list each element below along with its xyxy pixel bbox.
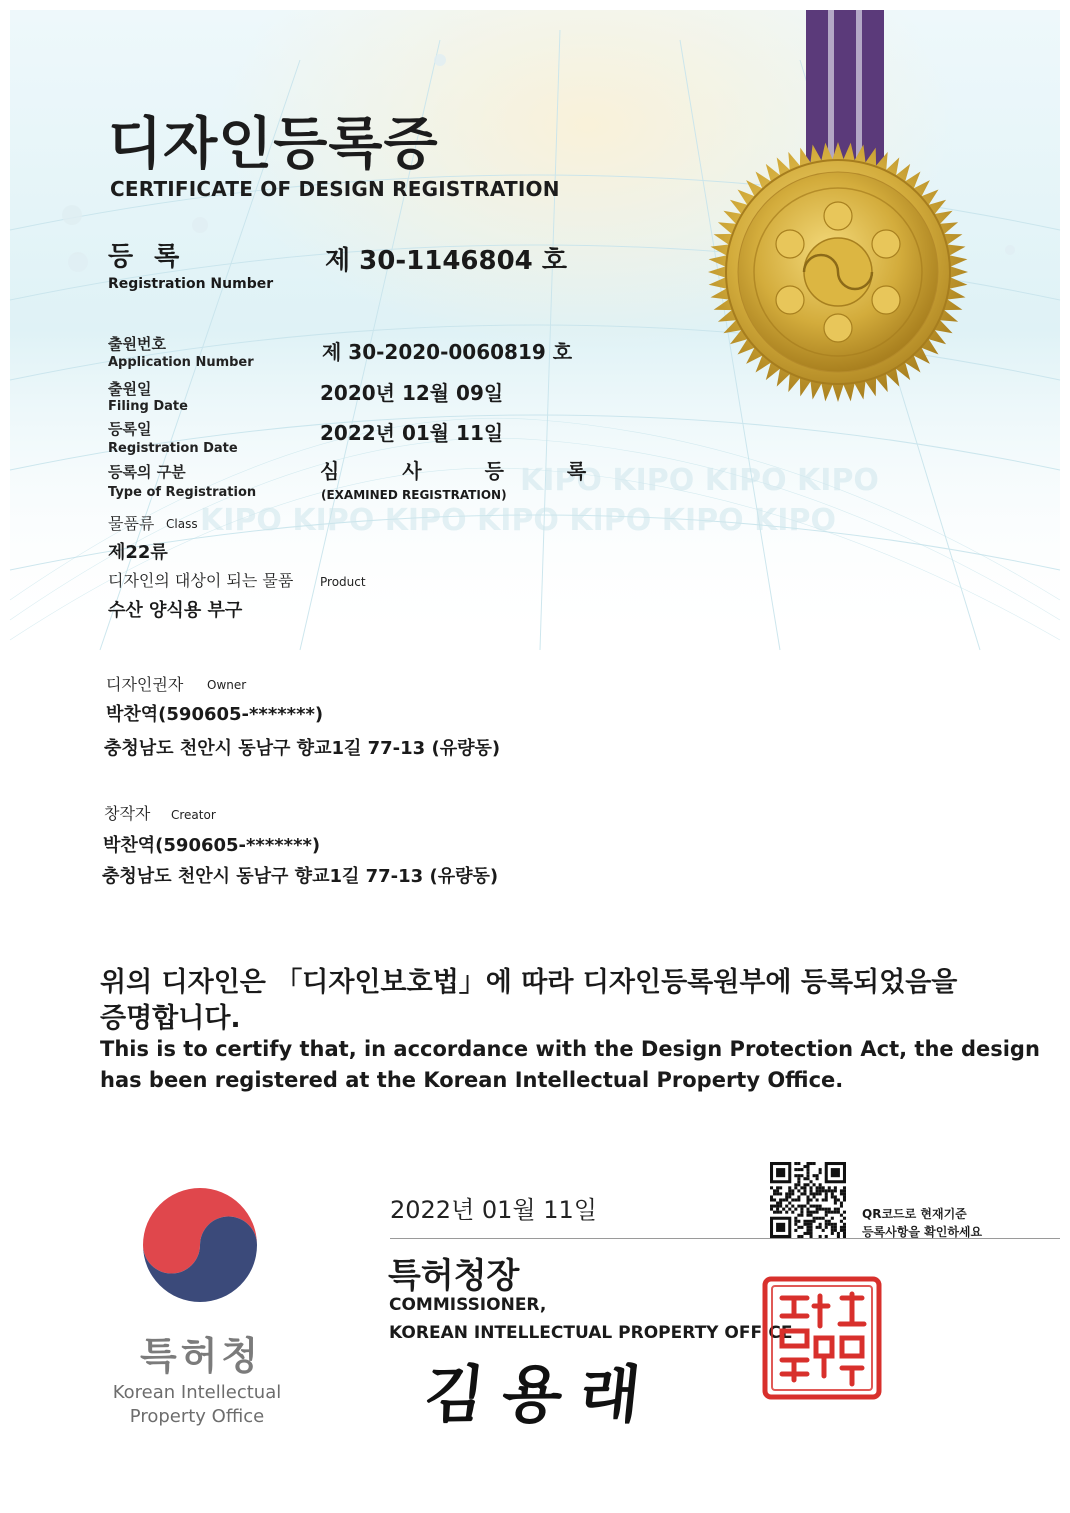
owner-label-en: Owner (207, 678, 247, 692)
product-value: 수산 양식용 부구 (108, 600, 243, 621)
kipo-name-ko: 특허청 (140, 1334, 263, 1378)
issue-date: 2022년 01월 11일 (390, 1196, 597, 1224)
registration-date: 2022년 01월 11일 (320, 421, 504, 445)
kipo-name-en-line1: Korean Intellectual (112, 1382, 282, 1403)
class-label-en: Class (166, 517, 198, 531)
filing-label-ko: 출원일 (108, 380, 152, 398)
certification-ko-line1: 위의 디자인은 「디자인보호법」에 따라 디자인등록원부에 등록되었음을 (100, 967, 958, 998)
certification-en-line2: has been registered at the Korean Intellectual Property Office. (100, 1068, 844, 1092)
owner-label-ko: 디자인권자 (106, 675, 184, 694)
creator-label-en: Creator (171, 808, 216, 822)
product-label-en: Product (320, 575, 366, 589)
commissioner-title-en1: COMMISSIONER, (389, 1295, 547, 1315)
registration-label-ko: 등 록 (108, 242, 186, 272)
type-value-ko: 심 사 등 록 (320, 459, 615, 483)
owner-address: 충청남도 천안시 동남구 향교1길 77-13 (유량동) (104, 738, 501, 759)
certificate-title-ko: 디자인등록증 (108, 112, 439, 177)
product-label-ko: 디자인의 대상이 되는 물품 (108, 571, 294, 590)
official-seal-stamp-icon (762, 1276, 882, 1400)
registration-date-label-ko: 등록일 (108, 420, 152, 438)
commissioner-signature: 김용래 (420, 1358, 662, 1431)
certificate-title-en: CERTIFICATE OF DESIGN REGISTRATION (110, 177, 560, 201)
class-value: 제22류 (108, 542, 168, 563)
certification-ko-line2: 증명합니다. (100, 1003, 241, 1034)
registration-label-en: Registration Number (108, 276, 274, 292)
application-number: 제 30-2020-0060819 호 (322, 340, 573, 364)
certification-en-line1: This is to certify that, in accordance with the Design Protection Act, the design (100, 1037, 1040, 1061)
class-label-ko: 물품류 (108, 514, 155, 533)
svg-text:KIPO KIPO KIPO KIPO KIPO KIPO: KIPO KIPO KIPO KIPO KIPO KIPO KIPO (200, 503, 836, 538)
registration-date-label-en: Registration Date (108, 441, 238, 456)
type-label-ko: 등록의 구분 (108, 463, 186, 481)
qr-note-line2: 등록사항을 확인하세요 (862, 1225, 983, 1239)
kipo-name-en-line2: Property Office (129, 1406, 265, 1427)
type-label-en: Type of Registration (108, 485, 257, 500)
commissioner-title-en2: KOREAN INTELLECTUAL PROPERTY OFFICE (389, 1323, 793, 1343)
type-value-en: (EXAMINED REGISTRATION) (321, 488, 507, 502)
gold-seal (708, 142, 968, 402)
application-label-ko: 출원번호 (108, 335, 166, 353)
creator-address: 충청남도 천안시 동남구 향교1길 77-13 (유량동) (102, 866, 499, 887)
qr-code-icon (770, 1162, 846, 1238)
application-label-en: Application Number (108, 355, 254, 370)
svg-text:KIPO KIPO KIPO KIPO: KIPO KIPO KIPO KIPO (520, 463, 879, 498)
commissioner-title-ko: 특허청장 (388, 1256, 520, 1296)
kipo-logo-icon (135, 1180, 265, 1310)
owner-name: 박찬역(590605-*******) (106, 704, 324, 725)
creator-label-ko: 창작자 (104, 804, 151, 823)
registration-number: 제 30-1146804 호 (325, 246, 567, 276)
qr-note-line1: QR코드로 현재기준 (862, 1207, 967, 1221)
filing-label-en: Filing Date (108, 399, 188, 414)
creator-name: 박찬역(590605-*******) (103, 835, 321, 856)
filing-date: 2020년 12월 09일 (320, 381, 504, 405)
